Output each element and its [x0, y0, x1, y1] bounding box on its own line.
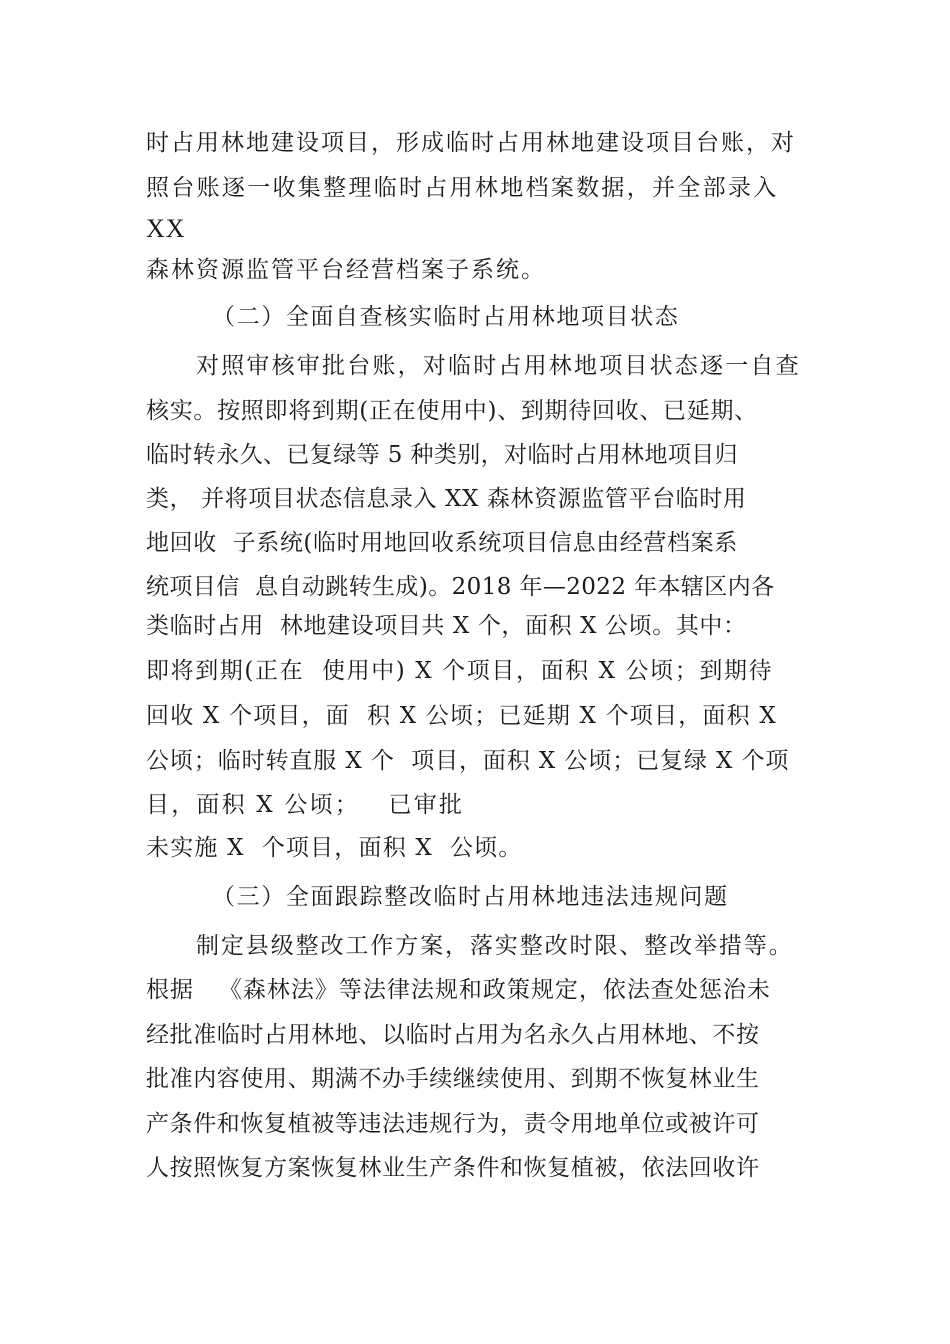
text-line-6: 对照审核审批台账，对临时占用林地项目状态逐一自查 — [196, 353, 801, 379]
section-heading-2: （二）全面自查核实临时占用林地项目状态 — [212, 304, 680, 330]
text-line-3: XX — [146, 214, 186, 243]
text-line-15: 公顷；临时转直服 X 个 项目，面积 X 公顷；已复绿 X 个项 — [146, 748, 790, 774]
text-line-12: 类临时占用 林地建设项目共 X 个，面积 X 公顷。其中： — [146, 613, 747, 639]
text-line-8: 临时转永久、已复绿等 5 种类别，对临时占用林地项目归 — [146, 442, 739, 468]
text-line-14: 回收 X 个项目，面 积 X 公顷；已延期 X 个项目，面积 X — [146, 703, 777, 729]
text-line-10: 地回收 子系统(临时用地回收系统项目信息由经营档案系 — [146, 530, 738, 556]
section-heading-3: （三）全面跟踪整改临时占用林地违法违规问题 — [212, 884, 729, 910]
text-line-24: 人按照恢复方案恢复林业生产条件和恢复植被，依法回收许 — [146, 1155, 760, 1181]
text-line-20: 根据 《森林法》等法律法规和政策规定，依法查处惩治未 — [146, 977, 771, 1003]
text-line-4: 森林资源监管平台经营档案子系统。 — [146, 257, 546, 283]
text-line-19: 制定县级整改工作方案，落实整改时限、整改举措等。 — [196, 933, 794, 959]
text-line-21: 经批准临时占用林地、以临时占用为名永久占用林地、不按 — [146, 1022, 760, 1048]
text-line-22: 批准内容使用、期满不办手续继续使用、到期不恢复林业生 — [146, 1066, 760, 1092]
text-line-9: 类， 并将项目状态信息录入 XX 森林资源监管平台临时用 — [146, 486, 747, 512]
text-line-23: 产条件和恢复植被等违法违规行为，责令用地单位或被许可 — [146, 1111, 760, 1137]
text-line-13: 即将到期(正在 使用中) X 个项目，面积 X 公顷；到期待 — [146, 658, 774, 684]
text-line-11: 统项目信 息自动跳转生成)。2018 年—2022 年本辖区内各 — [146, 574, 775, 600]
text-line-17: 未实施 X 个项目，面积 X 公顷。 — [146, 835, 523, 861]
text-line-16: 目，面积 X 公顷； 已审批 — [146, 792, 465, 818]
text-line-7: 核实。按照即将到期(正在使用中)、到期待回收、已延期、 — [146, 398, 758, 424]
text-line-1: 时占用林地建设项目，形成临时占用林地建设项目台账，对 — [146, 130, 796, 156]
text-line-2: 照台账逐一收集整理临时占用林地档案数据，并全部录入 — [146, 175, 779, 201]
